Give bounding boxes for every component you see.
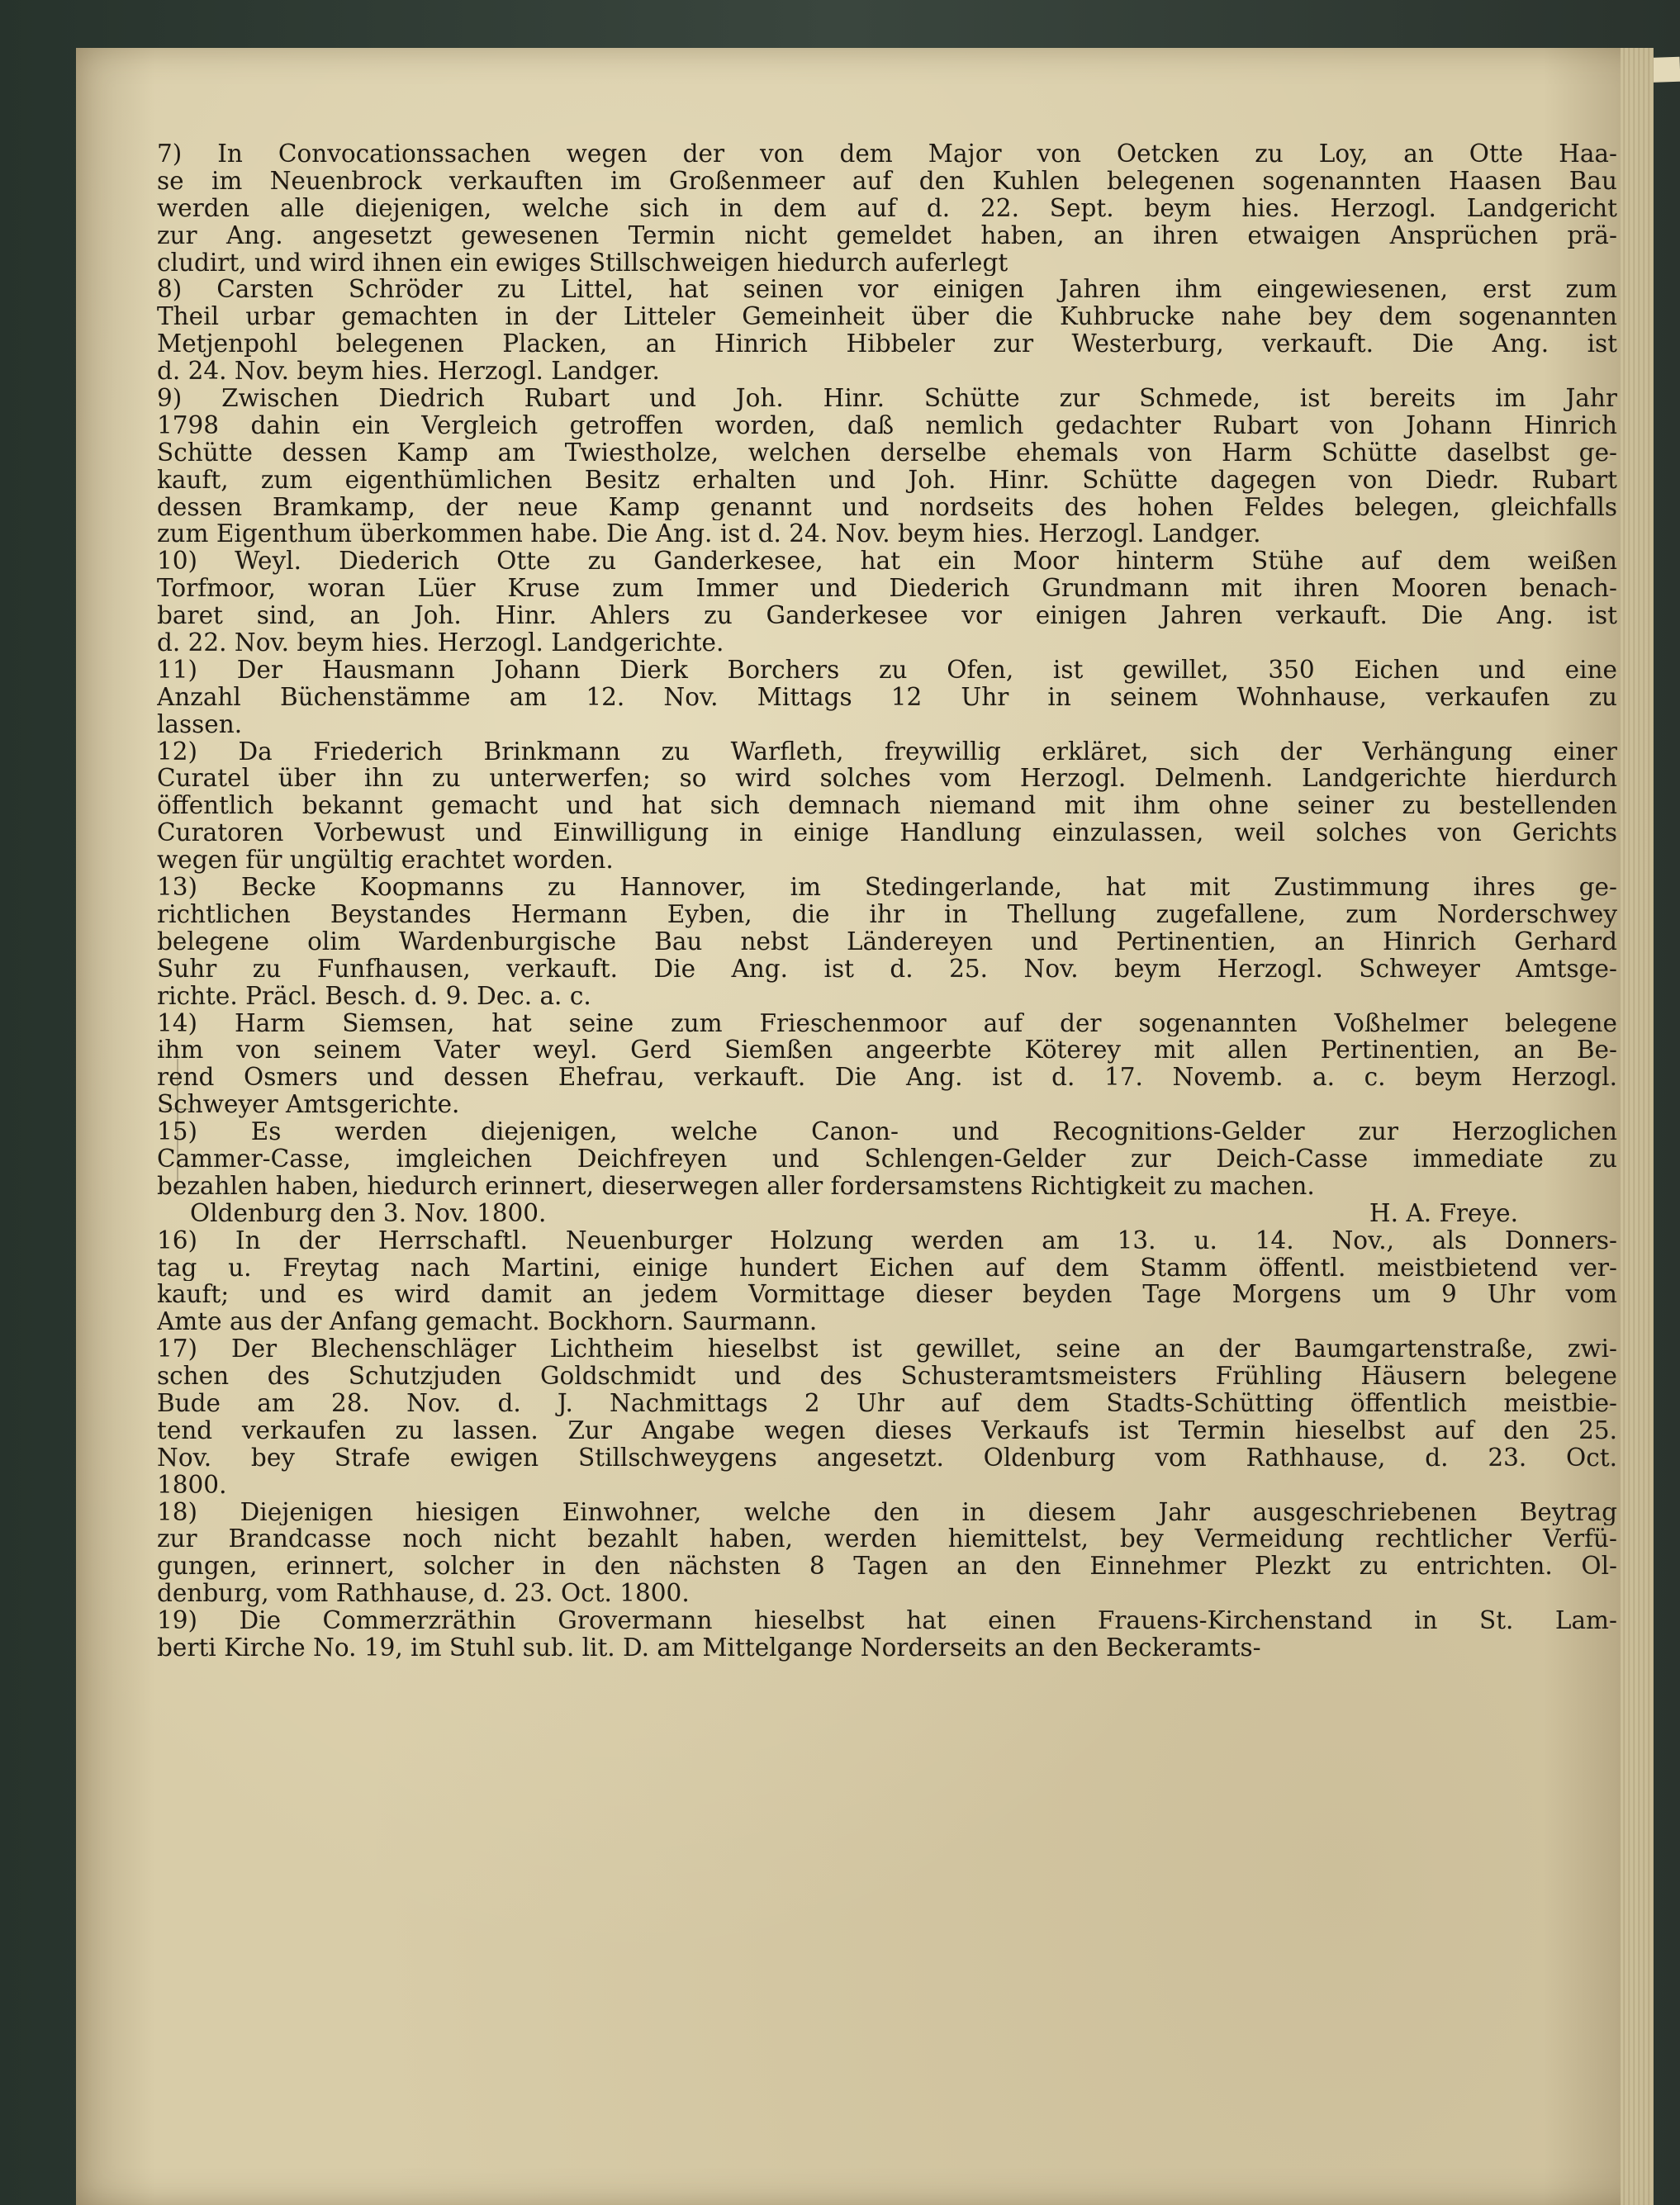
notice-text	[157, 140, 1617, 1662]
text-line: Curatoren Vorbewust und Einwilligung in einige Handlung einzulassen, weil solches von Gerichts	[157, 819, 1617, 847]
text-line: Metjenpohl belegenen Placken, an Hinrich Hibbeler zur Westerburg, verkauft. Die Ang. ist	[157, 330, 1617, 358]
text-line: tend verkaufen zu lassen. Zur Angabe wegen dieses Verkaufs ist Termin hieselbst auf den 25.	[157, 1416, 1617, 1444]
text-line: zur Brandcasse noch nicht bezahlt haben, werden hiemittelst, bey Vermeidung rechtlicher Verfü-	[157, 1525, 1617, 1553]
text-line: zum Eigenthum überkommen habe. Die Ang. ist d. 24. Nov. beym hies. Herzogl. Landger.	[157, 520, 1261, 548]
text-line: zur Ang. angesetzt gewesenen Termin nicht gemeldet haben, an ihren etwaigen Ansprüchen prä-	[157, 221, 1617, 249]
text-line: Theil urbar gemachten in der Litteler Gemeinheit über die Kuhbrucke nahe bey dem sogenannten	[157, 303, 1617, 331]
text-line: wegen für ungültig erachtet worden.	[157, 846, 614, 875]
text-line: cludirt, und wird ihnen ein ewiges Stillschweigen hiedurch auferlegt	[157, 249, 1008, 277]
text-line: Schütte dessen Kamp am Twiestholze, welchen derselbe ehemals von Harm Schütte daselbst ge-	[157, 439, 1617, 467]
notices-1-15	[157, 140, 1617, 1200]
text-line: se im Neuenbrock verkauften im Großenmeer auf den Kuhlen belegenen sogenannten Haasen Bau	[157, 167, 1617, 195]
text-line: Bude am 28. Nov. d. J. Nachmittags 2 Uhr auf dem Stadts-Schütting öffentlich meistbie-	[157, 1389, 1617, 1417]
text-line: Nov. bey Strafe ewigen Stillschweygens angesetzt. Oldenburg vom Rathhause, d. 23. Oct.	[157, 1444, 1617, 1472]
text-line: kauft; und es wird damit an jedem Vormittage dieser beyden Tage Morgens um 9 Uhr vom	[157, 1281, 1617, 1309]
text-line: lassen.	[157, 710, 243, 738]
text-line: schen des Schutzjuden Goldschmidt und des Schusteramtsmeisters Frühling Häusern belegene	[157, 1363, 1617, 1390]
text-line: kauft, zum eigenthümlichen Besitz erhalten und Joh. Hinr. Schütte dagegen von Diedr. Rubart	[157, 466, 1617, 494]
text-line: 8) Carsten Schröder zu Littel, hat seinen vor einigen Jahren ihm eingewiesenen, erst zum	[157, 276, 1617, 304]
text-line: werden alle diejenigen, welche sich in dem auf d. 22. Sept. beym hies. Herzogl. Landgericht	[157, 194, 1617, 222]
text-line: Curatel über ihn zu unterwerfen; so wird solches vom Herzogl. Delmenh. Landgerichte hierdurch	[157, 765, 1617, 793]
text-line: richte. Präcl. Besch. d. 9. Dec. a. c.	[157, 982, 591, 1010]
text-line: dessen Bramkamp, der neue Kamp genannt und nordseits des hohen Feldes belegen, gleichfalls	[157, 493, 1617, 521]
text-line: d. 22. Nov. beym hies. Herzogl. Landgerichte.	[157, 629, 724, 657]
signature-name: H. A. Freye.	[1369, 1198, 1518, 1227]
signature-line	[157, 1200, 1617, 1227]
text-line: Torfmoor, woran Lüer Kruse zum Immer und Diederich Grundmann mit ihren Mooren benach-	[157, 575, 1617, 603]
stacked-page-edges	[1621, 48, 1654, 2205]
text-line: 10) Weyl. Diederich Otte zu Ganderkesee, hat ein Moor hinterm Stühe auf dem weißen	[157, 548, 1617, 576]
text-line: 19) Die Commerzräthin Grovermann hieselbst hat einen Frauens-Kirchenstand in St. Lam-	[157, 1607, 1617, 1634]
text-line: Cammer-Casse, imgleichen Deichfreyen und Schlengen-Gelder zur Deich-Casse immediate zu	[157, 1145, 1617, 1173]
text-line: 7) In Convocationssachen wegen der von dem Major von Oetcken zu Loy, an Otte Haa-	[157, 140, 1617, 168]
text-line: 13) Becke Koopmanns zu Hannover, im Stedingerlande, hat mit Zustimmung ihres ge-	[157, 874, 1617, 901]
text-line: Amte aus der Anfang gemacht. Bockhorn. Saurmann.	[157, 1308, 818, 1336]
text-line: d. 24. Nov. beym hies. Herzogl. Landger.	[157, 358, 660, 386]
signature-place: Oldenburg den 3. Nov. 1800.	[190, 1198, 547, 1227]
text-line: belegene olim Wardenburgische Bau nebst Ländereyen und Pertinentien, an Hinrich Gerhard	[157, 927, 1617, 956]
text-line: 17) Der Blechenschläger Lichtheim hieselbst ist gewillet, seine an der Baumgartenstraße, zwi-	[157, 1335, 1617, 1363]
text-line: 1800.	[157, 1471, 227, 1499]
text-line: 15) Es werden diejenigen, welche Canon- und Recognitions-Gelder zur Herzoglichen	[157, 1118, 1617, 1145]
text-line: Anzahl Büchenstämme am 12. Nov. Mittags 12 Uhr in seinem Wohnhause, verkaufen zu	[157, 683, 1617, 711]
text-line: denburg, vom Rathhause, d. 23. Oct. 1800.	[157, 1580, 690, 1608]
text-line: 1798 dahin ein Vergleich getroffen worden, daß nemlich gedachter Rubart von Johann Hinrich	[157, 411, 1617, 439]
text-line: Schweyer Amtsgerichte.	[157, 1091, 460, 1119]
text-line: 18) Diejenigen hiesigen Einwohner, welche den in diesem Jahr ausgeschriebenen Beytrag	[157, 1498, 1617, 1526]
text-line: 11) Der Hausmann Johann Dierk Borchers zu Ofen, ist gewillet, 350 Eichen und eine	[157, 656, 1617, 684]
text-line: öffentlich bekannt gemacht und hat sich demnach niemand mit ihm ohne seiner zu bestellenden	[157, 792, 1617, 820]
notices-16-19	[157, 1227, 1617, 1662]
text-line: berti Kirche No. 19, im Stuhl sub. lit. D. am Mittelgange Norderseits an den Beckeramts-	[157, 1634, 1261, 1662]
text-line: gungen, erinnert, solcher in den nächsten 8 Tagen an den Einnehmer Plezkt zu entrichten. Ol-	[157, 1553, 1617, 1581]
text-line: 12) Da Friederich Brinkmann zu Warfleth, freywillig erkläret, sich der Verhängung einer	[157, 737, 1617, 766]
text-line: Suhr zu Funfhausen, verkauft. Die Ang. ist d. 25. Nov. beym Herzogl. Schweyer Amtsge-	[157, 955, 1617, 983]
text-line: baret sind, an Joh. Hinr. Ahlers zu Ganderkesee vor einigen Jahren verkauft. Die Ang. ist	[157, 602, 1617, 630]
text-line: bezahlen haben, hiedurch erinnert, dieserwegen aller fordersamstens Richtigkeit zu machen.	[157, 1172, 1315, 1200]
text-line: 14) Harm Siemsen, hat seine zum Frieschenmoor auf der sogenannten Voßhelmer belegene	[157, 1009, 1617, 1037]
text-line: 16) In der Herrschaftl. Neuenburger Holzung werden am 13. u. 14. Nov., als Donners-	[157, 1226, 1617, 1254]
text-line: richtlichen Beystandes Hermann Eyben, die ihr in Thellung zugefallene, zum Norderschwey	[157, 900, 1617, 928]
text-line: rend Osmers und dessen Ehefrau, verkauft. Die Ang. ist d. 17. Novemb. a. c. beym Herzogl.	[157, 1064, 1617, 1092]
text-line: ihm von seinem Vater weyl. Gerd Siemßen angeerbte Köterey mit allen Pertinentien, an Be-	[157, 1036, 1617, 1065]
text-line: tag u. Freytag nach Martini, einige hundert Eichen auf dem Stamm öffentl. meistbietend ver-	[157, 1254, 1617, 1282]
text-line: 9) Zwischen Diedrich Rubart und Joh. Hinr. Schütte zur Schmede, ist bereits im Jahr	[157, 385, 1617, 412]
